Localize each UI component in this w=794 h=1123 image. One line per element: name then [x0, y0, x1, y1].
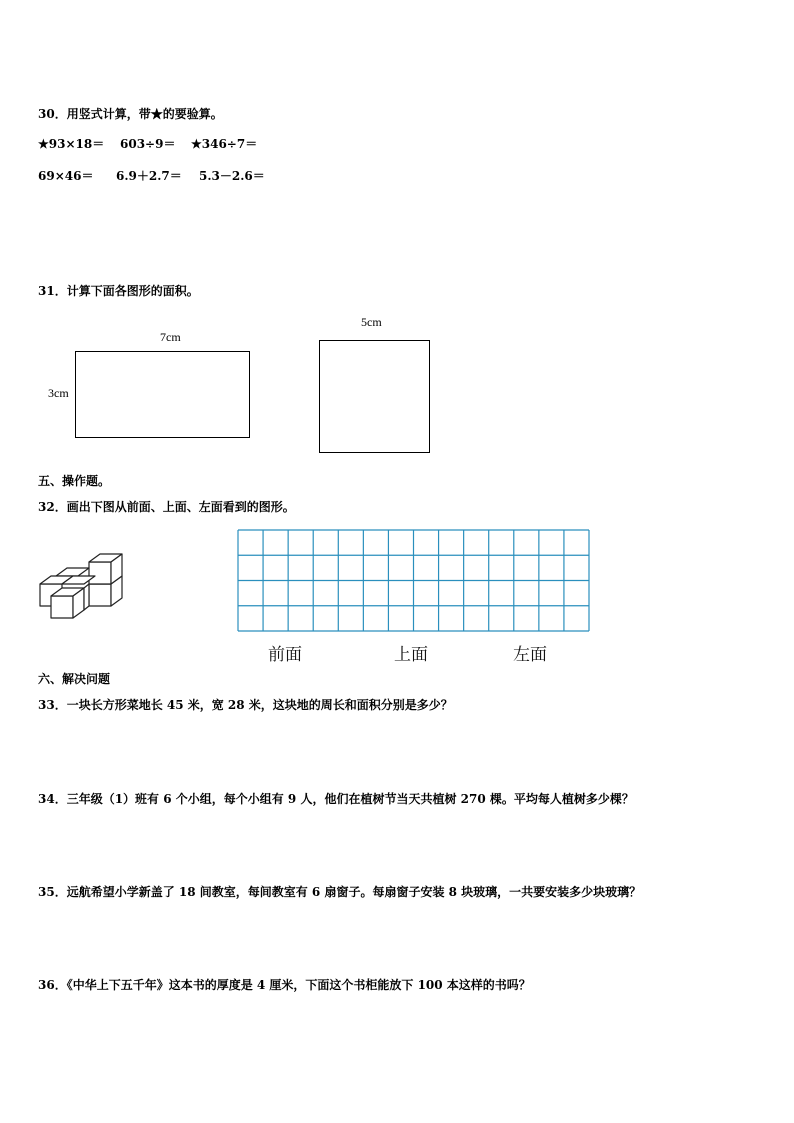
rectangle-figure: [75, 351, 250, 438]
q32-title: 32．画出下图从前面、上面、左面看到的图形。: [38, 500, 295, 514]
square-figure: [319, 340, 430, 453]
q30-expr-2: 603÷9＝: [120, 137, 176, 151]
q31-title: 31．计算下面各图形的面积。: [38, 284, 199, 298]
q30-title: 30．用竖式计算，带★的要验算。: [38, 107, 223, 121]
q30-expr-6: 5.3－2.6＝: [199, 169, 265, 183]
rect-height-label: 3cm: [48, 386, 69, 400]
view-label-left: 左面: [513, 645, 547, 665]
q35-text: 35．远航希望小学新盖了 18 间教室，每间教室有 6 扇窗子。每扇窗子安装 8 块玻璃，一共要安装多少块玻璃？: [38, 885, 642, 899]
q34-text: 34．三年级（1）班有 6 个小组，每个小组有 9 人，他们在植树节当天共植树 270 棵。平均每人植树多少棵？: [38, 792, 634, 806]
q30-expr-1: ★93×18＝: [38, 137, 105, 151]
drawing-grid: [237, 529, 590, 632]
view-label-top: 上面: [394, 645, 428, 665]
q30-expr-5: 6.9＋2.7＝: [116, 169, 182, 183]
q36-text: 36．《中华上下五千年》这本书的厚度是 4 厘米，下面这个书柜能放下 100 本这样的书吗？: [38, 978, 531, 992]
view-label-front: 前面: [268, 645, 302, 665]
q30-expr-3: ★346÷7＝: [191, 137, 258, 151]
section6-title: 六、解决问题: [38, 672, 111, 686]
rect-width-label: 7cm: [160, 330, 181, 344]
square-side-label: 5cm: [361, 315, 382, 329]
q33-text: 33．一块长方形菜地长 45 米，宽 28 米，这块地的周长和面积分别是多少？: [38, 698, 453, 712]
section5-title: 五、操作题。: [38, 474, 111, 488]
cube-stack-figure: [38, 545, 138, 630]
q30-expr-4: 69×46＝: [38, 169, 94, 183]
